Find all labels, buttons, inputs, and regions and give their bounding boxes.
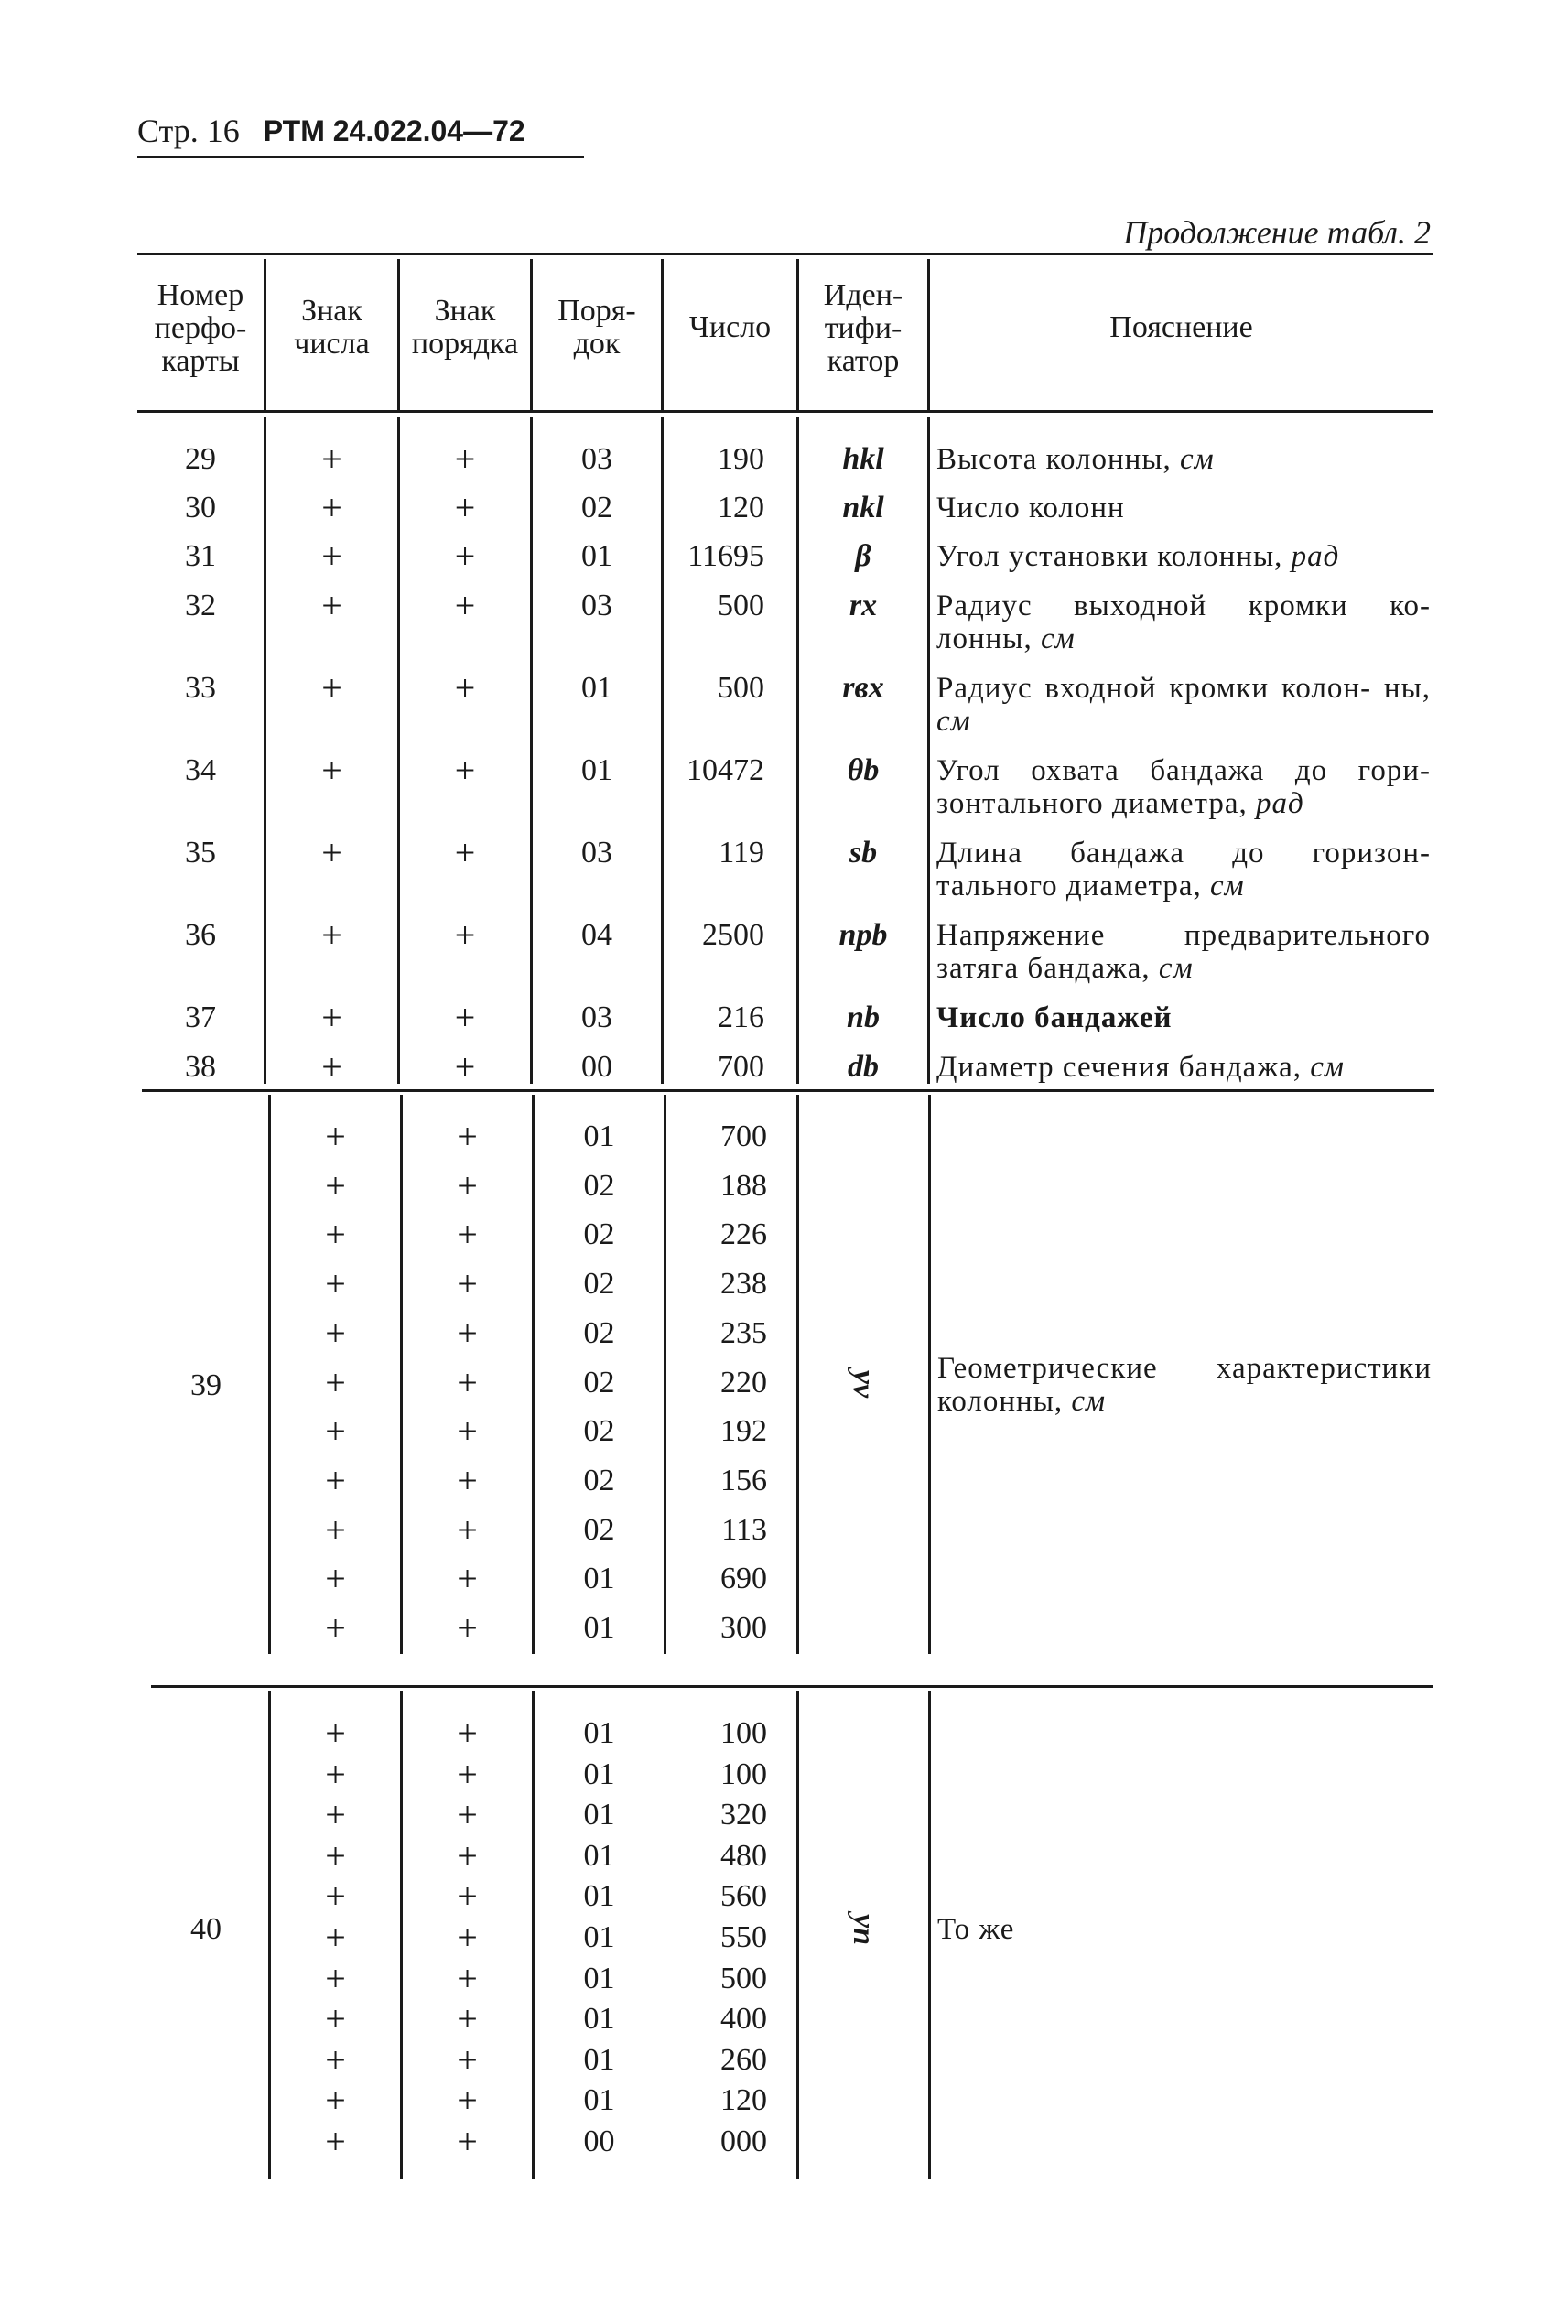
number-sign: + [321, 585, 342, 626]
card-number: 38 [185, 1050, 216, 1084]
order-sign: + [457, 1459, 478, 1501]
order-value: 03 [581, 442, 612, 476]
explanation-text: Угол установки колонны, [936, 540, 1283, 573]
order-sign: + [454, 585, 476, 626]
table-row [0, 487, 1568, 528]
table-row [0, 1558, 1568, 1600]
explanation [936, 754, 1431, 820]
order-sign: + [457, 1263, 478, 1305]
order-sign: + [454, 832, 476, 873]
order-sign: + [454, 487, 476, 528]
card-number: 34 [185, 753, 216, 787]
identifier: β [855, 539, 871, 573]
number-value: 220 [720, 1365, 767, 1400]
order-value: 02 [583, 1512, 615, 1547]
order-sign: + [454, 1046, 476, 1087]
explanation-text: Диаметр сечения бандажа, [936, 1051, 1303, 1084]
table-row [0, 1753, 1568, 1795]
order-sign: + [457, 1312, 478, 1354]
number-value: 10472 [687, 753, 764, 787]
column-rule [264, 259, 266, 410]
table-row [0, 1046, 1568, 1087]
number-value: 113 [721, 1512, 767, 1547]
explanation [936, 589, 1431, 655]
table-row [0, 1794, 1568, 1836]
order-value: 01 [583, 1879, 615, 1914]
identifier: θb [847, 753, 880, 787]
identifier: nkl [842, 491, 884, 524]
identifier: npb [838, 918, 888, 952]
number-value: 188 [720, 1168, 767, 1203]
number-sign: + [321, 535, 342, 577]
number-value: 550 [720, 1920, 767, 1954]
explanation [936, 919, 1431, 985]
number-sign: + [325, 1263, 346, 1305]
number-value: 400 [720, 2002, 767, 2037]
number-value: 480 [720, 1838, 767, 1873]
order-value: 02 [583, 1267, 615, 1302]
table-row [0, 1116, 1568, 1157]
order-sign: + [457, 1917, 478, 1958]
order-value: 01 [581, 539, 612, 573]
number-value: 11695 [687, 539, 764, 573]
column-rule [530, 259, 533, 410]
section-rule [142, 1089, 1434, 1092]
order-value: 02 [583, 1315, 615, 1350]
order-sign: + [457, 1558, 478, 1600]
number-sign: + [321, 832, 342, 873]
number-value: 238 [720, 1267, 767, 1302]
order-sign: + [457, 2121, 478, 2162]
table-row [0, 832, 1568, 908]
header-number: Число [688, 310, 772, 344]
table-row [0, 2038, 1568, 2081]
unit: см [1310, 1051, 1345, 1084]
number-sign: + [325, 2038, 346, 2081]
order-value: 00 [583, 2124, 615, 2158]
order-value: 01 [583, 1757, 615, 1791]
table-row [0, 1919, 1568, 1956]
order-value: 02 [583, 1168, 615, 1203]
order-sign: + [454, 535, 476, 577]
number-value: 000 [720, 2124, 767, 2158]
table-row [0, 1411, 1568, 1453]
number-value: 500 [718, 589, 764, 622]
identifier: hkl [842, 442, 884, 476]
order-sign: + [454, 667, 476, 708]
number-sign: + [325, 1834, 346, 1876]
header-identifier: Иден- тифи- катор [823, 278, 903, 378]
order-sign: + [457, 1116, 478, 1157]
table-row [0, 1263, 1568, 1305]
number-value: 226 [720, 1217, 767, 1252]
number-value: 119 [719, 836, 764, 870]
number-sign: + [321, 487, 342, 528]
identifier: db [848, 1050, 879, 1084]
order-sign: + [457, 1753, 478, 1795]
explanation [936, 443, 1431, 476]
order-sign: + [457, 1713, 478, 1754]
header-number-sign: Знак числа [294, 294, 370, 361]
order-value: 02 [583, 1414, 615, 1449]
unit: см [1210, 870, 1245, 903]
explanation [936, 492, 1431, 524]
number-sign: + [325, 1116, 346, 1157]
order-value: 00 [581, 1050, 612, 1084]
explanation-text: Высота колонны, [936, 443, 1172, 476]
number-value: 100 [720, 1757, 767, 1791]
number-value: 100 [720, 1716, 767, 1750]
number-sign: + [325, 1957, 346, 1999]
card-number: 31 [185, 539, 216, 573]
order-sign: + [454, 750, 476, 791]
explanation-text: Число бандажей [936, 1001, 1173, 1034]
unit: см [1180, 443, 1215, 476]
order-sign: + [457, 1794, 478, 1836]
column-rule [796, 259, 799, 410]
order-value: 01 [583, 2042, 615, 2077]
table-row [0, 438, 1568, 480]
identifier: yn [847, 1914, 881, 1945]
order-sign: + [457, 1834, 478, 1876]
table-row [0, 1459, 1568, 1501]
order-value: 03 [581, 836, 612, 870]
order-sign: + [457, 1361, 478, 1403]
table-row [0, 1715, 1568, 1752]
table-row [0, 535, 1568, 577]
header-bottom-rule [137, 410, 1433, 413]
card-number: 39 [190, 1368, 222, 1402]
order-value: 01 [583, 1611, 615, 1645]
number-value: 690 [720, 1562, 767, 1596]
number-value: 216 [718, 1000, 764, 1034]
card-number: 37 [185, 1000, 216, 1034]
card-number: 33 [185, 671, 216, 705]
table-row [0, 667, 1568, 743]
unit: см [1040, 622, 1076, 655]
page-label: Стр. 16 [137, 113, 240, 149]
order-value: 04 [581, 918, 612, 952]
order-value: 02 [581, 491, 612, 524]
number-value: 190 [718, 442, 764, 476]
order-value: 02 [583, 1365, 615, 1400]
explanation-text: Угол охвата бандажа до гори- зонтального диаметра, [936, 754, 1431, 820]
table-continuation: Продолжение табл. 2 [1123, 214, 1431, 251]
table-row [0, 997, 1568, 1038]
number-sign: + [321, 667, 342, 708]
number-value: 500 [718, 671, 764, 705]
table-row [0, 1607, 1568, 1648]
table-row [0, 1508, 1568, 1551]
unit: см [936, 705, 971, 738]
number-sign: + [321, 997, 342, 1038]
column-rule [927, 259, 930, 410]
column-rule [397, 259, 400, 410]
table-row [0, 1875, 1568, 1918]
explanation-text: Напряжение предварительного затяга бандажа, [936, 919, 1431, 985]
explanation-text: Число колонн [936, 492, 1125, 524]
number-value: 560 [720, 1879, 767, 1914]
identifier: rx [849, 589, 878, 622]
number-sign: + [325, 1998, 346, 2040]
order-sign: + [457, 2080, 478, 2122]
number-sign: + [325, 1312, 346, 1354]
number-sign: + [325, 1753, 346, 1795]
header-order-sign: Знак порядка [411, 294, 519, 361]
card-number: 32 [185, 589, 216, 622]
number-value: 156 [720, 1463, 767, 1497]
explanation-text: То же [937, 1913, 1015, 1946]
explanation-text: Радиус входной кромки колон- ны, [936, 672, 1431, 705]
number-sign: + [325, 1713, 346, 1754]
order-value: 01 [581, 671, 612, 705]
number-sign: + [325, 1875, 346, 1918]
card-number: 30 [185, 491, 216, 524]
header-rule [137, 156, 584, 158]
order-sign: + [457, 2038, 478, 2081]
table-top-rule [137, 253, 1433, 255]
identifier: nb [847, 1000, 880, 1034]
table-row [0, 752, 1568, 826]
table-row [0, 2080, 1568, 2122]
unit: рад [1291, 540, 1340, 573]
order-value: 01 [583, 2002, 615, 2037]
number-sign: + [321, 914, 342, 956]
order-value: 01 [583, 2083, 615, 2118]
order-sign: + [454, 438, 476, 480]
number-value: 2500 [702, 918, 764, 952]
identifier: rвх [842, 671, 884, 705]
standard-code: РТМ 24.022.04—72 [263, 114, 525, 147]
order-sign: + [457, 1164, 478, 1206]
explanation-text: Геометрические характeристики колонны, [937, 1352, 1432, 1418]
explanation [936, 540, 1431, 573]
order-sign: + [457, 1214, 478, 1256]
explanation [936, 837, 1431, 903]
header-order: Поря- док [557, 294, 636, 361]
page-header [137, 112, 525, 150]
number-value: 235 [720, 1315, 767, 1350]
table-row [0, 1834, 1568, 1876]
order-value: 03 [581, 1000, 612, 1034]
number-sign: + [325, 1361, 346, 1403]
explanation-text: Радиус выходной кромки ко- лонны, [936, 589, 1431, 655]
order-sign: + [457, 1508, 478, 1551]
order-sign: + [457, 1607, 478, 1648]
number-sign: + [325, 1164, 346, 1206]
order-sign: + [454, 997, 476, 1038]
order-value: 01 [583, 1798, 615, 1832]
number-value: 260 [720, 2042, 767, 2077]
order-sign: + [457, 1875, 478, 1918]
card-number: 40 [190, 1912, 222, 1946]
table-row [0, 1312, 1568, 1354]
order-sign: + [457, 1957, 478, 1999]
order-sign: + [457, 1998, 478, 2040]
number-value: 120 [718, 491, 764, 524]
explanation [936, 672, 1431, 738]
header-card-number: Номер перфо- карты [154, 278, 247, 378]
order-value: 01 [583, 1920, 615, 1954]
header-explanation: Пояснение [1109, 310, 1253, 344]
explanation-text: Длина бандажа до горизон- тального диаметра, [936, 837, 1431, 903]
explanation [936, 1001, 1431, 1034]
identifier: sb [849, 836, 878, 870]
number-sign: + [325, 1508, 346, 1551]
table-row [0, 914, 1568, 990]
table-row [0, 1164, 1568, 1206]
table-row [0, 1957, 1568, 1999]
table-row [0, 585, 1568, 661]
unit: см [1071, 1385, 1107, 1418]
order-value: 01 [583, 1562, 615, 1596]
number-sign: + [325, 1411, 346, 1453]
number-sign: + [321, 1046, 342, 1087]
table-row [0, 1214, 1568, 1256]
number-value: 700 [718, 1050, 764, 1084]
order-sign: + [454, 914, 476, 956]
explanation [936, 1051, 1431, 1084]
order-value: 03 [581, 589, 612, 622]
unit: см [1158, 952, 1194, 985]
number-sign: + [321, 438, 342, 480]
order-value: 02 [583, 1217, 615, 1252]
number-sign: + [325, 1607, 346, 1648]
identifier: yv [847, 1369, 881, 1399]
number-sign: + [325, 1917, 346, 1958]
number-value: 300 [720, 1611, 767, 1645]
card-number: 29 [185, 442, 216, 476]
order-value: 01 [583, 1961, 615, 1995]
number-value: 700 [720, 1119, 767, 1153]
card-number: 35 [185, 836, 216, 870]
section-rule [151, 1685, 1433, 1688]
number-value: 192 [720, 1414, 767, 1449]
number-sign: + [321, 750, 342, 791]
card-number: 36 [185, 918, 216, 952]
number-sign: + [325, 1794, 346, 1836]
order-value: 01 [583, 1119, 615, 1153]
table-row [0, 2121, 1568, 2162]
order-value: 01 [583, 1716, 615, 1750]
unit: рад [1256, 787, 1304, 820]
number-value: 120 [720, 2083, 767, 2118]
number-sign: + [325, 2121, 346, 2162]
number-sign: + [325, 2080, 346, 2122]
number-value: 320 [720, 1798, 767, 1832]
number-sign: + [325, 1214, 346, 1256]
order-sign: + [457, 1411, 478, 1453]
order-value: 01 [583, 1838, 615, 1873]
number-sign: + [325, 1459, 346, 1501]
order-value: 02 [583, 1463, 615, 1497]
number-sign: + [325, 1558, 346, 1600]
column-rule [661, 259, 664, 410]
order-value: 01 [581, 753, 612, 787]
table-row [0, 1998, 1568, 2040]
number-value: 500 [720, 1961, 767, 1995]
